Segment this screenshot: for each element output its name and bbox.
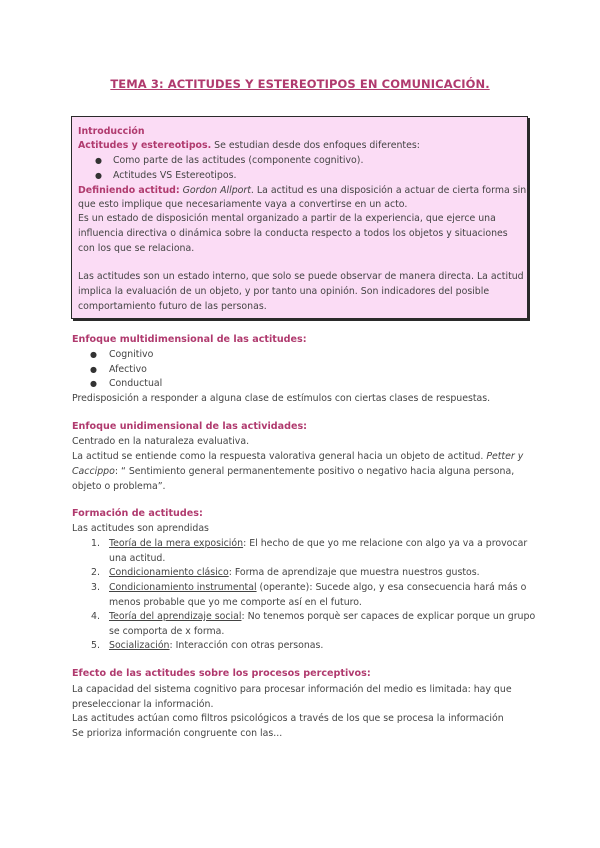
uni-line3-rest: : “ Sentimiento general permanentemente positivo o negativo hacia alguna persona, xyxy=(114,466,515,477)
formacion-item-2-term: Condicionamiento clásico xyxy=(109,567,229,578)
intro-para2-line1: Las actitudes son un estado interno, que solo se puede observar de manera directa. La actitud xyxy=(78,271,524,282)
uni-line4: objeto o problema”. xyxy=(72,481,166,492)
intro-line1 xyxy=(78,138,420,153)
intro-para2-line3: comportamiento futuro de las personas. xyxy=(78,301,267,312)
formacion-item-4 xyxy=(109,609,535,624)
efecto-line-4: Se prioriza información congruente con las... xyxy=(72,728,283,739)
efecto-line-3: Las actitudes actúan como filtros psicológicos a través de los que se procesa la información xyxy=(72,713,504,724)
formacion-item-3 xyxy=(109,580,526,595)
intro-def-line xyxy=(78,183,526,198)
formacion-item-4-term: Teoría del aprendizaje social xyxy=(109,611,242,622)
multi-bullet-2: Afectivo xyxy=(109,364,147,375)
list-number: 1. xyxy=(91,538,100,549)
intro-para1-line2: influencia directiva o dinámica sobre la conducta respecto a todos los objetos y situaciones xyxy=(78,228,508,239)
uni-line3-author: Caccippo xyxy=(72,466,115,477)
intro-heading: Introducción xyxy=(78,126,145,137)
efecto-line-1: La capacidad del sistema cognitivo para procesar información del medio es limitada: hay que xyxy=(72,684,512,695)
uni-line2-text: La actitud se entiende como la respuesta valorativa general hacia un objeto de actitud. xyxy=(72,451,484,462)
multi-bullet-1: Cognitivo xyxy=(109,349,154,360)
uni-line2 xyxy=(72,449,523,464)
bullet-dot: ● xyxy=(90,350,97,359)
intro-def-line2: que esto implique que necesariamente vaya a convertirse en un acto. xyxy=(78,199,408,210)
bullet-dot: ● xyxy=(90,379,97,388)
intro-para1-line1: Es un estado de disposición mental organizado a partir de la experiencia, que ejerce una xyxy=(78,213,496,224)
uni-line2-author: Petter y xyxy=(483,451,524,462)
multi-bullet-3: Conductual xyxy=(109,378,163,389)
intro-bullet-1: Como parte de las actitudes (componente cognitivo). xyxy=(113,155,364,166)
formacion-item-3-cont: menos probable que yo me comporte así en el futuro. xyxy=(109,597,362,608)
intro-def-author: Gordon Allport xyxy=(179,185,251,196)
list-number: 2. xyxy=(91,567,100,578)
bullet-dot: ● xyxy=(95,171,102,180)
intro-bullet-2: Actitudes VS Estereotipos. xyxy=(113,170,237,181)
list-number: 4. xyxy=(91,611,100,622)
multi-heading: Enfoque multidimensional de las actitudes: xyxy=(72,334,307,345)
intro-def-bold: Definiendo actitud: xyxy=(78,185,180,196)
multi-text: Predisposición a responder a alguna clase de estímulos con ciertas clases de respuestas. xyxy=(72,393,491,404)
intro-para2-line2: implica la evaluación de un objeto, y por tanto una opinión. Son indicadores del posible xyxy=(78,286,490,297)
uni-line3 xyxy=(72,464,514,479)
formacion-item-3-term: Condicionamiento instrumental xyxy=(109,582,257,593)
uni-heading: Enfoque unidimensional de las actividades: xyxy=(72,421,308,432)
formacion-intro: Las actitudes son aprendidas xyxy=(72,523,209,534)
document-title: TEMA 3: ACTITUDES Y ESTEREOTIPOS EN COMUNICACIÓN. xyxy=(110,77,490,91)
formacion-item-4-cont: se comporta de x forma. xyxy=(109,626,225,637)
formacion-item-5-term: Socialización xyxy=(109,640,170,651)
list-number: 3. xyxy=(91,582,100,593)
bullet-dot: ● xyxy=(90,365,97,374)
formacion-item-5-rest: : Interacción con otras personas. xyxy=(169,640,324,651)
formacion-heading: Formación de actitudes: xyxy=(72,508,203,519)
uni-line1: Centrado en la naturaleza evaluativa. xyxy=(72,436,250,447)
formacion-item-1 xyxy=(109,536,527,551)
formacion-item-1-term: Teoría de la mera exposición xyxy=(109,538,244,549)
formacion-item-1-cont: una actitud. xyxy=(109,553,166,564)
formacion-item-3-rest: (operante): Sucede algo, y esa consecuencia hará más o xyxy=(256,582,527,593)
formacion-item-1-rest: : El hecho de que yo me relacione con algo ya va a provocar xyxy=(243,538,528,549)
efecto-line-2: preseleccionar la información. xyxy=(72,699,214,710)
intro-line1-rest: Se estudian desde dos enfoques diferentes: xyxy=(211,140,420,151)
formacion-item-4-rest: : No tenemos porquè ser capaces de explicar porque un grupo xyxy=(241,611,536,622)
intro-def-rest: . La actitud es una disposición a actuar de cierta forma sin xyxy=(250,185,527,196)
intro-line1-bold: Actitudes y estereotipos. xyxy=(78,140,212,151)
formacion-item-2 xyxy=(109,565,480,580)
intro-para1-line3: con los que se relaciona. xyxy=(78,243,195,254)
efecto-heading: Efecto de las actitudes sobre los procesos perceptivos: xyxy=(72,668,371,679)
formacion-item-2-rest: : Forma de aprendizaje que muestra nuestros gustos. xyxy=(228,567,480,578)
bullet-dot: ● xyxy=(95,156,102,165)
formacion-item-5 xyxy=(109,638,323,653)
list-number: 5. xyxy=(91,640,100,651)
